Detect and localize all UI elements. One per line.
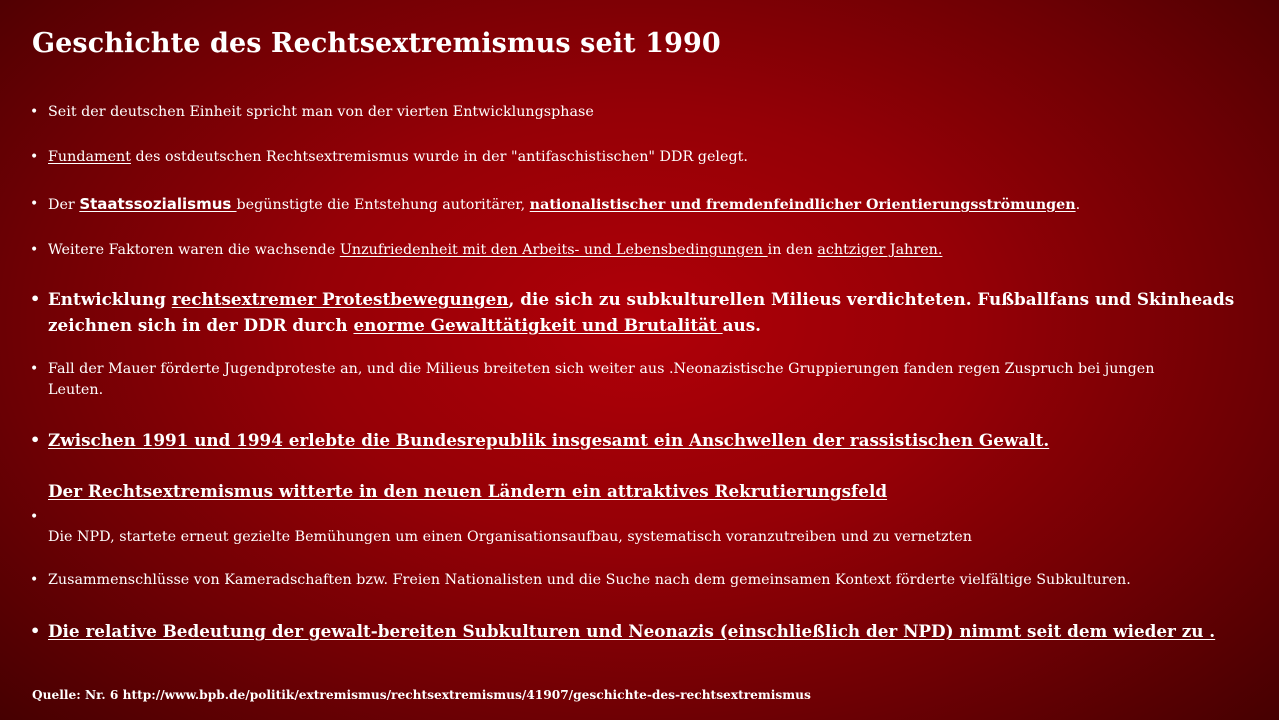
bullet-icon: • xyxy=(30,621,41,640)
bullet-icon: • xyxy=(30,509,39,525)
bullet-item xyxy=(30,570,1270,591)
bullet-text: des ostdeutschen Rechtsextremismus wurde in der "antifaschistischen" DDR gelegt. xyxy=(130,149,748,165)
source-citation: Quelle: Nr. 6 http://www.bpb.de/politik/extremismus/rechtsextremismus/41907/geschichte-des-rechtsextremismus xyxy=(32,688,811,702)
underlined-term: Fundament xyxy=(48,149,131,165)
underlined-term: nationalistischer und fremdenfeindlicher Orientierungsströmungen xyxy=(529,197,1076,213)
bullet-icon: • xyxy=(30,361,39,377)
bullet-item xyxy=(30,147,1270,168)
bullet-icon: • xyxy=(30,289,41,308)
bullet-text: Leuten. xyxy=(48,382,104,398)
bullet-text: begünstigte die Entstehung autoritärer, xyxy=(236,197,530,213)
underlined-term: Die relative Bedeutung der gewalt-bereiten Subkulturen und Neonazis (einschließlich der NPD) nimmt seit dem wieder zu . xyxy=(48,621,1216,641)
bullet-icon: • xyxy=(30,430,41,449)
bullet-text: Zusammenschlüsse von Kameradschaften bzw. Freien Nationalisten und die Suche nach dem gemeinsamen Kontext förderte vielfältige Subkulturen. xyxy=(48,572,1131,588)
bullet-text: , die sich zu subkulturellen Milieus verdichteten. Fußballfans und Skinheads zeichnen sich in der DDR durch xyxy=(48,289,1235,335)
bullet-icon: • xyxy=(30,149,39,165)
bullet-item xyxy=(30,478,1270,550)
bullet-icon: • xyxy=(30,242,39,258)
bullet-icon: • xyxy=(30,196,39,212)
bullet-item xyxy=(30,102,1270,123)
bullet-text: in den xyxy=(767,242,818,258)
bullet-icon: • xyxy=(30,572,39,588)
bullet-text: Der xyxy=(48,197,80,213)
bullet-item xyxy=(30,359,1270,401)
underlined-term: achtziger Jahren. xyxy=(817,242,943,258)
bullet-item xyxy=(30,428,1270,452)
bullet-item xyxy=(30,240,1270,261)
bullet-text: Die NPD, startete erneut gezielte Bemühungen um einen Organisationsaufbau, systematisch voranzutreiben und zu vernetzten xyxy=(48,529,972,545)
bullet-text: Weitere Faktoren waren die wachsende xyxy=(48,242,340,258)
bullet-text: Fall der Mauer förderte Jugendproteste an, und die Milieus breiteten sich weiter aus .Neonazistische Gruppierungen fanden regen Zuspruch bei jungen xyxy=(48,361,1155,377)
underlined-term: rechtsextremer Protestbewegungen xyxy=(171,289,509,309)
underlined-term: Zwischen 1991 und 1994 erlebte die Bundesrepublik insgesamt ein Anschwellen der rassistischen Gewalt. xyxy=(48,430,1050,450)
bullet-item xyxy=(30,619,1270,643)
underlined-term: Staatssozialismus xyxy=(79,195,237,213)
bullet-text: . xyxy=(1075,197,1081,213)
slide-title: Geschichte des Rechtsextremismus seit 1990 xyxy=(32,28,721,59)
underlined-term: Unzufriedenheit mit den Arbeits- und Lebensbedingungen xyxy=(339,242,768,258)
bullet-text: aus. xyxy=(722,315,762,335)
bullet-icon: • xyxy=(30,104,39,120)
bullet-item xyxy=(30,194,1270,216)
underlined-term: enorme Gewalttätigkeit und Brutalität xyxy=(353,315,723,335)
bullet-text: Entwicklung xyxy=(48,289,172,309)
bullet-text: Seit der deutschen Einheit spricht man von der vierten Entwicklungsphase xyxy=(48,104,594,120)
underlined-term: Der Rechtsextremismus witterte in den neuen Ländern ein attraktives Rekrutierungsfeld xyxy=(48,481,888,501)
bullet-item xyxy=(30,286,1270,338)
